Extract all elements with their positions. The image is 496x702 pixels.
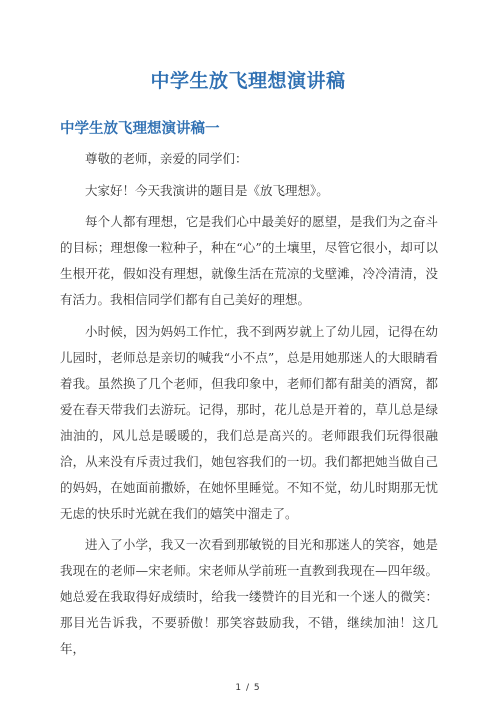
document-title: 中学生放飞理想演讲稿	[150, 70, 346, 92]
paragraph-ideals: 每个人都有理想，它是我们心中最美好的愿望，是我们为之奋斗的目标；理想像一粒种子，种在“心”的土壤里，尽管它很小，却可以生根开花，假如没有理想，就像生活在荒凉的戈壁滩，冷冷清清，没有活力。我相信同学们都有自己美好的理想。	[60, 214, 438, 307]
page-indicator: 1 / 5	[235, 683, 261, 693]
paragraph-primary-school: 进入了小学，我又一次看到那敏锐的目光和那迷人的笑容，她是我现在的老师—宋老师。宋老师从学前班一直教到我现在—四年级。她总爱在我取得好成绩时，给我一缕赞许的目光和一个迷人的微笑：那目光告诉我，不要骄傲！那笑容鼓励我，不错，继续加油！这几年，	[60, 537, 438, 656]
paragraph-greeting: 大家好！今天我演讲的题目是《放飞理想》。	[85, 182, 329, 198]
paragraph-salutation: 尊敬的老师，亲爱的同学们：	[85, 151, 248, 166]
section-heading: 中学生放飞理想演讲稿一	[60, 121, 220, 137]
paragraph-childhood: 小时候，因为妈妈工作忙，我不到两岁就上了幼儿园，记得在幼儿园时，老师总是亲切的喊我“小不点”，总是用她那迷人的大眼睛看着我。虽然换了几个老师，但我印象中，老师们都有甜美的酒窝，都爱在春天带我们去游玩。记得，那时，花儿总是开着的，草儿总是绿油油的，风儿总是暖暖的，我们总是高兴的。老师跟我们玩得很融洽，从来没有斥责过我们，她包容我们的一切。我们都把她当做自己的妈妈，在她面前撒娇，在她怀里睡觉。不知不觉，幼儿时期那无忧无虑的快乐时光就在我们的嬉笑中溜走了。	[60, 323, 438, 521]
document-body	[60, 146, 438, 668]
